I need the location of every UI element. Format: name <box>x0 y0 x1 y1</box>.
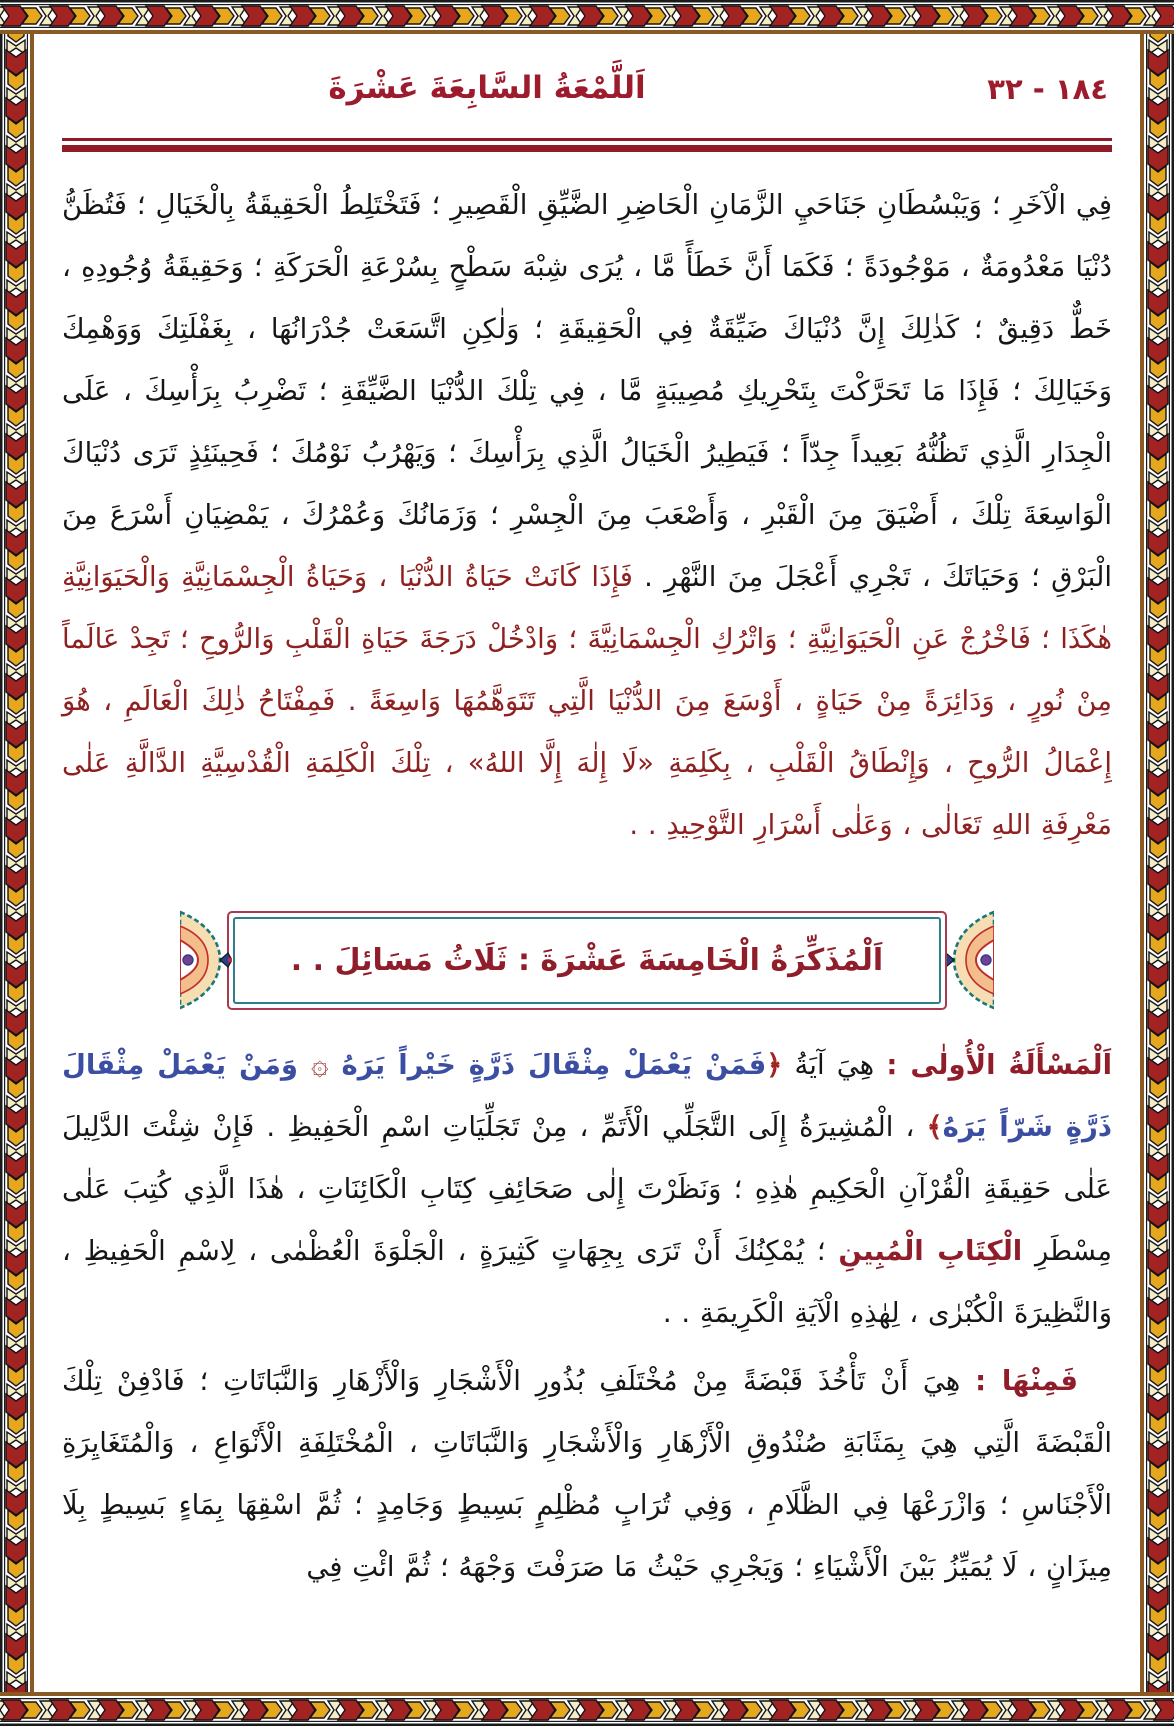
memorandum-box-outer-border <box>227 911 947 1010</box>
memorandum-box-inner-border <box>233 917 941 1004</box>
memorandum-heading-box <box>62 908 1112 1012</box>
first-issue-heading: اَلْمَسْأَلَةُ الْأُولٰى : <box>886 1049 1113 1081</box>
verse-close-bracket-icon: ﴾ <box>926 1111 943 1143</box>
paragraph-first-issue <box>62 1034 1112 1344</box>
border-frame-left <box>0 0 34 1726</box>
paragraph-1-red-text: فَإِذَا كَانَتْ حَيَاةُ الدُّنْيَا ، وَحَيَاةُ الْجِسْمَانِيَّةِ وَالْحَيَوَانِيَّةِ هٰكَذَا ؛ فَاخْرُجْ عَنِ الْحَيَوَانِيَّةِ ؛ وَاتْرُكِ الْجِسْمَانِيَّةَ ؛ وَادْخُلْ دَرَجَةَ حَيَاةِ الْقَلْبِ وَالرُّوحِ ؛ تَجِدْ عَالَماً مِنْ نُورٍ ، وَدَائِرَةً مِنْ حَيَاةٍ ، أَوْسَعَ مِنَ الدُّنْيَا الَّتِي تَتَوَهَّمُهَا وَاسِعَةً . فَمِفْتَاحُ ذٰلِكَ الْعَالَمِ ، هُوَ إِعْمَالُ الرُّوحِ ، وَإِنْطَاقُ الْقَلْبِ ، بِكَلِمَةِ «لَا إِلٰهَ إِلَّا اللهُ» ، تِلْكَ الْكَلِمَةِ الْقُدْسِيَّةِ الدَّالَّةِ عَلٰى مَعْرِفَةِ اللهِ تَعَالٰى ، وَعَلٰى أَسْرَارِ التَّوْحِيدِ . . <box>62 561 1112 841</box>
floral-ornament-left-icon <box>942 908 994 1012</box>
faminha-body: هِيَ أَنْ تَأْخُذَ قَبْضَةً مِنْ مُخْتَلَفِ بُذُورِ الْأَشْجَارِ وَالْأَزْهَارِ وَالنَّبَاتَاتِ ؛ فَادْفِنْ تِلْكَ الْقَبْضَةَ الَّتِي هِيَ بِمَثَابَةِ صُنْدُوقِ الْأَزْهَارِ وَالْأَشْجَارِ وَالنَّبَاتَاتِ ، الْمُخْتَلِفَةِ الْأَنْوَاعِ ، وَالْمُتَغَايِرَةِ الْأَجْنَاسِ ؛ وَازْرَعْهَا فِي الظَّلَامِ ، وَفِي تُرَابٍ مُظْلِمٍ بَسِيطٍ وَجَامِدٍ ؛ ثُمَّ اسْقِهَا بِمَاءٍ بَسِيطٍ بِلَا مِيزَانٍ ، لَا يُمَيِّزُ بَيْنَ الْأَشْيَاءِ ؛ وَيَجْرِي حَيْثُ مَا صَرَفْتَ وَجْهَهُ ؛ ثُمَّ ائْتِ فِي <box>62 1365 1112 1583</box>
first-issue-body: ، الْمُشِيرَةُ إِلَى التَّجَلِّي الْأَتَمِّ ، مِنْ تَجَلِّيَاتِ اسْمِ الْحَفِيظِ . فَإِنْ شِئْتَ الدَّلِيلَ عَلٰى حَقِيقَةِ الْقُرْآنِ الْحَكِيمِ هٰذِهِ ؛ وَنَظَرْتَ إِلٰى صَحَائِفِ كِتَابِ الْكَائِنَاتِ ، هٰذَا الَّذِي كُتِبَ عَلٰى مِسْطَرِ <box>62 1111 1112 1267</box>
border-frame-top <box>0 0 1174 34</box>
first-issue-tail: ؛ يُمْكِنُكَ أَنْ تَرَى بِجِهَاتٍ كَثِيرَةٍ ، الْجَلْوَةَ الْعُظْمٰى ، لِاسْمِ الْحَفِيظِ ، وَالنَّظِيرَةَ الْكُبْرٰى ، لِهٰذِهِ الْآيَةِ الْكَرِيمَةِ . . <box>62 1235 1112 1329</box>
verse-separator-rosette-icon: ۞ <box>310 1047 329 1082</box>
first-issue-intro: هِيَ آيَةُ <box>782 1049 887 1081</box>
paragraph-continuation <box>62 174 1112 856</box>
paragraph-1-black-text: فِي الْآخَرِ ؛ وَيَبْسُطَانِ جَنَاحَيِ الزَّمَانِ الْحَاضِرِ الضَّيِّقِ الْقَصِيرِ ؛ فَتَخْتَلِطُ الْحَقِيقَةُ بِالْخَيَالِ ؛ فَتُظَنُّ دُنْيَا مَعْدُومَةٌ ، مَوْجُودَةً ؛ فَكَمَا أَنَّ خَطَأً مَّا ، يُرَى شِبْهَ سَطْحٍ بِسُرْعَةِ الْحَرَكَةِ ؛ وَحَقِيقَةُ وُجُودِهِ ، خَطٌّ دَقِيقٌ ؛ كَذٰلِكَ إِنَّ دُنْيَاكَ ضَيِّقَةٌ فِي الْحَقِيقَةِ ؛ وَلٰكِنِ اتَّسَعَتْ جُدْرَانُهَا ، بِغَفْلَتِكَ وَوَهْمِكَ وَخَيَالِكَ ؛ فَإِذَا مَا تَحَرَّكْتَ بِتَحْرِيكِ مُصِيبَةٍ مَّا ، فِي تِلْكَ الدُّنْيَا الضَّيِّقَةِ ؛ تَضْرِبُ بِرَأْسِكَ ، عَلَى الْجِدَارِ الَّذِي تَظُنُّهُ بَعِيداً جِدّاً ؛ فَيَطِيرُ الْخَيَالُ الَّذِي بِرَأْسِكَ ؛ وَيَهْرُبُ نَوْمُكَ ؛ فَحِينَئِذٍ تَرَى دُنْيَاكَ الْوَاسِعَةَ تِلْكَ ، أَضْيَقَ مِنَ الْقَبْرِ ، وَأَصْعَبَ مِنَ الْجِسْرِ ؛ وَزَمَانُكَ وَعُمْرُكَ ، يَمْضِيَانِ أَسْرَعَ مِنَ الْبَرْقِ ؛ وَحَيَاتَكَ ، تَجْرِي أَعْجَلَ مِنَ النَّهْرِ . <box>62 189 1112 593</box>
border-frame-bottom <box>0 1692 1174 1726</box>
border-frame-right <box>1140 0 1174 1726</box>
floral-ornament-right-icon <box>180 908 232 1012</box>
verse-open-bracket-icon: ﴿ <box>766 1049 783 1081</box>
header-divider-thick-line <box>62 145 1112 152</box>
header-divider <box>62 138 1112 152</box>
quran-verse-part2: وَمَنْ يَعْمَلْ مِثْقَالَ ذَرَّةٍ شَرّاً يَرَهُ <box>62 1049 1112 1143</box>
page-content <box>34 34 1140 1692</box>
quran-verse-part1: فَمَنْ يَعْمَلْ مِثْقَالَ ذَرَّةٍ خَيْراً يَرَهُ <box>328 1049 767 1081</box>
page-number: ١٨٤ - ٣٢ <box>987 72 1108 106</box>
page-title: اَللَّمْعَةُ السَّابِعَةَ عَشْرَةَ <box>328 70 646 106</box>
kitab-mubin-emphasis: الْكِتَابِ الْمُبِينِ <box>838 1235 1023 1267</box>
page-header <box>62 70 1112 128</box>
header-divider-thin-line <box>62 138 1112 141</box>
faminha-heading: فَمِنْهَا : <box>975 1365 1078 1397</box>
paragraph-faminha <box>62 1350 1112 1598</box>
memorandum-title: اَلْمُذَكِّرَةُ الْخَامِسَةَ عَشْرَةَ : ثَلَاثُ مَسَائِلَ . . <box>290 942 884 978</box>
